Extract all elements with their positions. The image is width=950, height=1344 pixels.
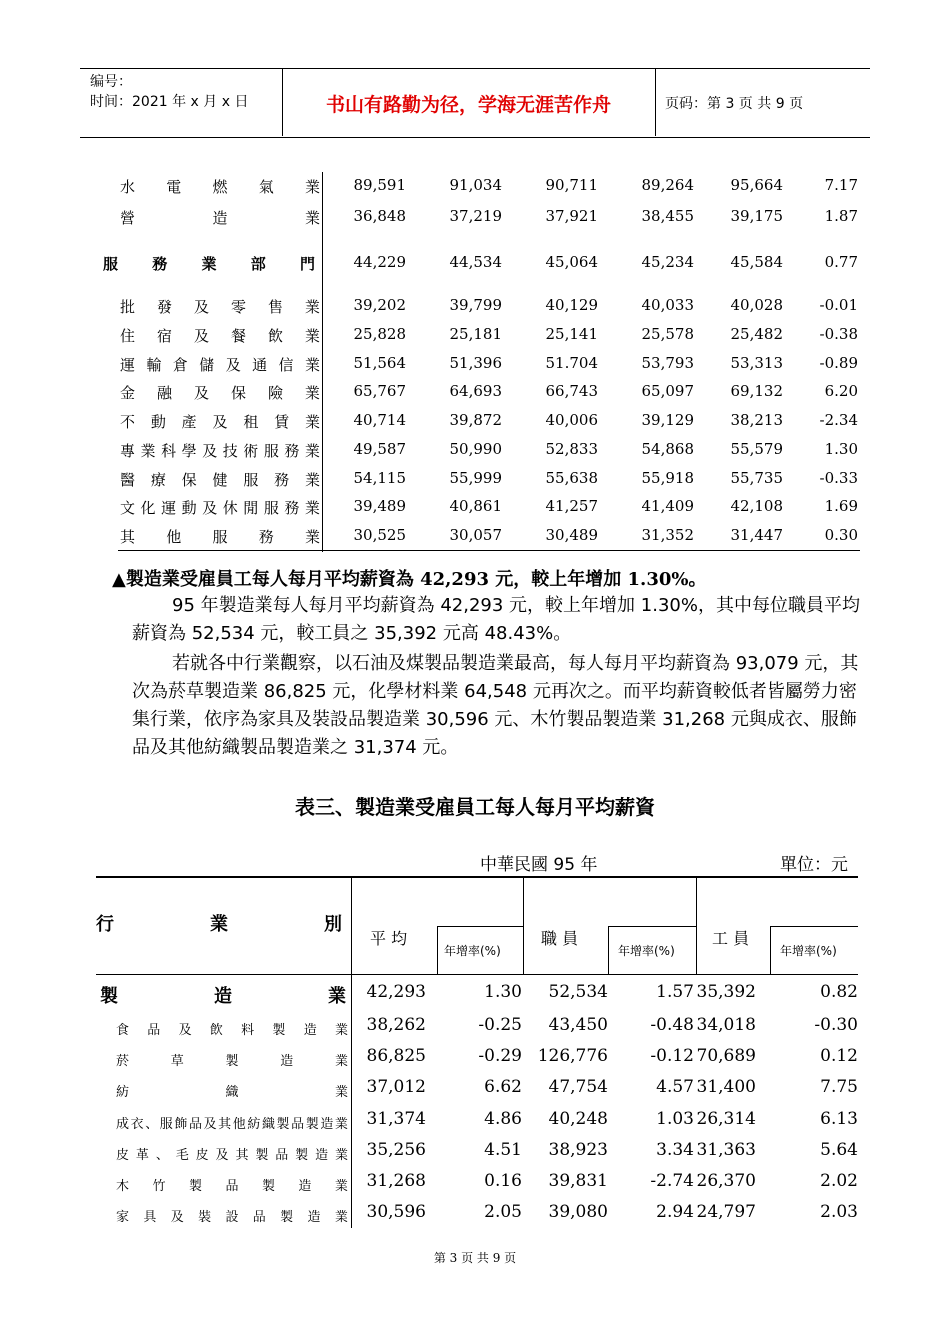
table3-row (96, 1171, 858, 1199)
table1-cell: 55,918 (641, 469, 694, 487)
paragraph: 若就各中行業觀察，以石油及煤製品製造業最高，每人每月平均薪資為 93,079 元，其次為菸草製造業 86,825 元，化學材料業 64,548 元再次之。而平均薪資較低者皆屬勞力密集行業，依序為家具及裝設品製造業 30,596 元、木竹製品製造業 31,268 元與成衣、服飾品及其他紡織製品製造業之 31,374 元。 (132, 653, 859, 758)
table1-cell: 38,213 (730, 411, 783, 429)
table1-cell: 0.77 (824, 253, 858, 271)
header-page-info: 页码：第 3 页 共 9 页 (665, 96, 804, 112)
table1-cell: 44,534 (449, 253, 502, 271)
table1-cell: 40,033 (641, 296, 694, 314)
table1-row-label: 醫 療 保 健 服 務 業 (120, 471, 320, 489)
table1-cell: 31,352 (641, 526, 694, 544)
table3-cell: 1.30 (484, 982, 522, 1002)
table1-cell: 45,234 (641, 253, 694, 271)
table1-cell: -0.01 (819, 296, 858, 314)
table1-cell: 25,828 (353, 325, 406, 343)
table3-cell: 35,256 (366, 1140, 426, 1160)
table3-cell: 4.57 (656, 1077, 694, 1097)
table3-cell: 0.82 (820, 982, 858, 1002)
table1-row-label: 住 宿 及 餐 飲 業 (120, 327, 320, 345)
table3-header-worker: 工 員 (712, 929, 750, 948)
table1-row-label: 文 化 運 動 及 休 閒 服 務 業 (120, 499, 320, 517)
table1-cell: 50,990 (449, 440, 502, 458)
table3-row-label: 木 竹 製 品 製 造 業 (116, 1179, 348, 1194)
table3-row (96, 1109, 858, 1137)
table3-cell: -0.25 (478, 1015, 522, 1035)
table1-cell: 39,129 (641, 411, 694, 429)
table1-cell: 69,132 (730, 382, 783, 400)
table3-cell: 126,776 (537, 1046, 608, 1066)
table3-cell: 37,012 (366, 1077, 426, 1097)
table1-row-label: 金 融 及 保 險 業 (120, 384, 320, 402)
table3-row-label: 成 衣 、 服 飾 品 及 其 他 紡 織 製 品 製 造 業 (116, 1117, 348, 1132)
table1-cell: 30,489 (545, 526, 598, 544)
table1-cell: 37,921 (545, 207, 598, 225)
table1-row (118, 176, 860, 202)
table1-row (118, 526, 860, 552)
table1-row-label: 專 業 科 學 及 技 術 服 務 業 (120, 442, 320, 460)
table3-cell: 31,374 (366, 1109, 426, 1129)
table3-cell: 43,450 (548, 1015, 608, 1035)
table3-divider (523, 876, 524, 975)
table1-row-label: 批 發 及 零 售 業 (120, 298, 320, 316)
table1-cell: 31,447 (730, 526, 783, 544)
table1-cell: 44,229 (353, 253, 406, 271)
table3-cell: 35,392 (696, 982, 756, 1002)
table3-cell: 2.03 (820, 1202, 858, 1222)
page-footer: 第 3 页 共 9 页 (433, 1251, 517, 1265)
table3-unit: 單位：元 (780, 855, 848, 875)
paragraph: 95 年製造業每人每月平均薪資為 42,293 元，較上年增加 1.30%，其中每位職員平均薪資為 52,534 元，較工員之 35,392 元高 48.43%。 (132, 595, 860, 644)
table1-cell: 39,872 (449, 411, 502, 429)
table1-cell: 38,455 (641, 207, 694, 225)
table1-cell: 51,396 (449, 354, 502, 372)
table3-title: 表三、製造業受雇員工每人每月平均薪資 (295, 795, 655, 819)
table1-row (118, 382, 860, 408)
table3-cell: 31,400 (696, 1077, 756, 1097)
table3-cell: 5.64 (820, 1140, 858, 1160)
table1-cell: 55,999 (449, 469, 502, 487)
table3-cell: 39,831 (548, 1171, 608, 1191)
table3-cell: 3.34 (656, 1140, 694, 1160)
table3-cell: -0.29 (478, 1046, 522, 1066)
table3-row-label: 製 造 業 (100, 986, 346, 1007)
table3-divider (608, 926, 609, 975)
table1-row (118, 325, 860, 351)
table3-cell: 31,363 (696, 1140, 756, 1160)
table1-cell: 45,584 (730, 253, 783, 271)
table3-cell: 1.03 (656, 1109, 694, 1129)
table3-cell: 7.75 (820, 1077, 858, 1097)
table1-cell: 54,115 (353, 469, 406, 487)
table1-cell: 51.704 (545, 354, 598, 372)
table3-divider (770, 926, 771, 975)
table1-cell: 42,108 (730, 497, 783, 515)
header-motto: 书山有路勤为径，学海无涯苦作舟 (325, 94, 611, 116)
table3-header-average: 平 均 (370, 929, 408, 948)
table3-cell: 26,370 (696, 1171, 756, 1191)
table1-cell: 55,579 (730, 440, 783, 458)
table1-cell: 51,564 (353, 354, 406, 372)
table1-cell: 39,489 (353, 497, 406, 515)
table3-divider (437, 926, 523, 927)
table1-cell: 30,525 (353, 526, 406, 544)
document-number: 编号： (90, 74, 132, 90)
table3-divider (770, 926, 858, 927)
table1-cell: 25,482 (730, 325, 783, 343)
table1-cell: 40,028 (730, 296, 783, 314)
table1-cell: 41,257 (545, 497, 598, 515)
table1-cell: 40,714 (353, 411, 406, 429)
table1-row (118, 469, 860, 495)
table1-cell: 91,034 (449, 176, 502, 194)
table1-cell: 53,793 (641, 354, 694, 372)
table3-cell: 39,080 (548, 1202, 608, 1222)
table3-cell: 42,293 (366, 982, 426, 1002)
table1-cell: 1.30 (824, 440, 858, 458)
table3-cell: -0.12 (650, 1046, 694, 1066)
table3-row (96, 1015, 858, 1043)
table1-row-label: 運 輸 倉 儲 及 通 信 業 (120, 356, 320, 374)
table1-cell: 53,313 (730, 354, 783, 372)
table3-header-border (96, 974, 858, 975)
table3-cell: 2.02 (820, 1171, 858, 1191)
table1-cell: 40,129 (545, 296, 598, 314)
table3-cell: 31,268 (366, 1171, 426, 1191)
table3-cell: 4.86 (484, 1109, 522, 1129)
table1-row (118, 440, 860, 466)
table1-cell: 89,591 (353, 176, 406, 194)
table3-header-staff: 職 員 (541, 929, 579, 948)
table3-cell: 70,689 (696, 1046, 756, 1066)
table3-cell: 2.94 (656, 1202, 694, 1222)
table1-cell: 52,833 (545, 440, 598, 458)
table1-row-label: 不 動 產 及 租 賃 業 (120, 413, 320, 431)
table1-cell: 55,735 (730, 469, 783, 487)
table1-cell: 49,587 (353, 440, 406, 458)
header-meta (90, 72, 248, 112)
table1-row-label: 營 造 業 (120, 209, 320, 227)
table1-cell: 1.69 (824, 497, 858, 515)
table3-row (96, 1077, 858, 1105)
table3-cell: 34,018 (696, 1015, 756, 1035)
table3-cell: -0.30 (814, 1015, 858, 1035)
table1-cell: 95,664 (730, 176, 783, 194)
table3-cell: 30,596 (366, 1202, 426, 1222)
table1-row (118, 296, 860, 322)
table3-cell: 86,825 (366, 1046, 426, 1066)
table3-divider (608, 926, 696, 927)
table3-divider (437, 926, 438, 975)
table1-cell: 1.87 (824, 207, 858, 225)
table1-cell: 39,799 (449, 296, 502, 314)
table3-row (96, 982, 858, 1010)
table3-header-growth: 年增率(%) (444, 944, 501, 958)
table1-row-label: 水 電 燃 氣 業 (120, 178, 320, 196)
table1-cell: 25,181 (449, 325, 502, 343)
table3-cell: 2.05 (484, 1202, 522, 1222)
table3-row (96, 1046, 858, 1074)
table3-row-label: 皮 革 、 毛 皮 及 其 製 品 製 造 業 (116, 1148, 348, 1163)
table3-cell: 6.13 (820, 1109, 858, 1129)
table3-row-label: 紡 織 業 (116, 1085, 348, 1100)
document-date: 时间：2021 年 x 月 x 日 (90, 94, 249, 110)
table3-cell: 0.12 (820, 1046, 858, 1066)
table1-row (118, 497, 860, 523)
table3-cell: 6.62 (484, 1077, 522, 1097)
table1-row (118, 411, 860, 437)
table1-cell: 25,578 (641, 325, 694, 343)
table1-cell: 0.30 (824, 526, 858, 544)
table1-row-label: 服 務 業 部 門 (103, 255, 315, 273)
table1-cell: 66,743 (545, 382, 598, 400)
table1-cell: 39,175 (730, 207, 783, 225)
table3-cell: 38,262 (366, 1015, 426, 1035)
table1-cell: 6.20 (824, 382, 858, 400)
table1-cell: 37,219 (449, 207, 502, 225)
table1-row-label: 其 他 服 務 業 (120, 528, 320, 546)
table1-cell: 55,638 (545, 469, 598, 487)
table3-header-industry: 行 業 別 (96, 914, 342, 935)
table1-cell: 36,848 (353, 207, 406, 225)
table1-cell: 65,097 (641, 382, 694, 400)
table1-cell: 54,868 (641, 440, 694, 458)
table3-header-growth: 年增率(%) (618, 944, 675, 958)
table3-year: 中華民國 95 年 (480, 855, 598, 875)
table1-cell: 64,693 (449, 382, 502, 400)
table1-cell: 65,767 (353, 382, 406, 400)
table1-cell: 40,861 (449, 497, 502, 515)
table1-cell: -0.89 (819, 354, 858, 372)
table1-cell: -2.34 (819, 411, 858, 429)
table3-cell: 38,923 (548, 1140, 608, 1160)
table1-cell: 41,409 (641, 497, 694, 515)
table1-row (118, 354, 860, 380)
table1-cell: 7.17 (824, 176, 858, 194)
table1-cell: -0.33 (819, 469, 858, 487)
table1-row (103, 253, 860, 279)
table1-cell: -0.38 (819, 325, 858, 343)
table3-row (96, 1202, 858, 1230)
table1-cell: 25,141 (545, 325, 598, 343)
table1-cell: 30,057 (449, 526, 502, 544)
table3-divider (696, 876, 697, 975)
table3-cell: 26,314 (696, 1109, 756, 1129)
table3-cell: 24,797 (696, 1202, 756, 1222)
table3-cell: 52,534 (548, 982, 608, 1002)
table1-cell: 40,006 (545, 411, 598, 429)
table3-row-label: 家 具 及 裝 設 品 製 造 業 (116, 1210, 348, 1225)
summary-bullet: ▲製造業受雇員工每人每月平均薪資為 42,293 元，較上年增加 1.30%。 (112, 569, 707, 590)
table1-cell: 45,064 (545, 253, 598, 271)
table3-cell: -2.74 (650, 1171, 694, 1191)
table3-row (96, 1140, 858, 1168)
table3-cell: 1.57 (656, 982, 694, 1002)
table1-cell: 39,202 (353, 296, 406, 314)
table3-row-label: 菸 草 製 造 業 (116, 1054, 348, 1069)
table1-cell: 89,264 (641, 176, 694, 194)
header-divider (655, 68, 656, 136)
table3-cell: 47,754 (548, 1077, 608, 1097)
table1-row (118, 207, 860, 233)
table3-cell: 40,248 (548, 1109, 608, 1129)
table3-cell: 4.51 (484, 1140, 522, 1160)
table3-header-growth: 年增率(%) (780, 944, 837, 958)
table3-row-label: 食 品 及 飲 料 製 造 業 (116, 1023, 348, 1038)
table1-cell: 90,711 (545, 176, 598, 194)
table3-cell: -0.48 (650, 1015, 694, 1035)
table3-cell: 0.16 (484, 1171, 522, 1191)
table3-top-border (96, 876, 858, 878)
